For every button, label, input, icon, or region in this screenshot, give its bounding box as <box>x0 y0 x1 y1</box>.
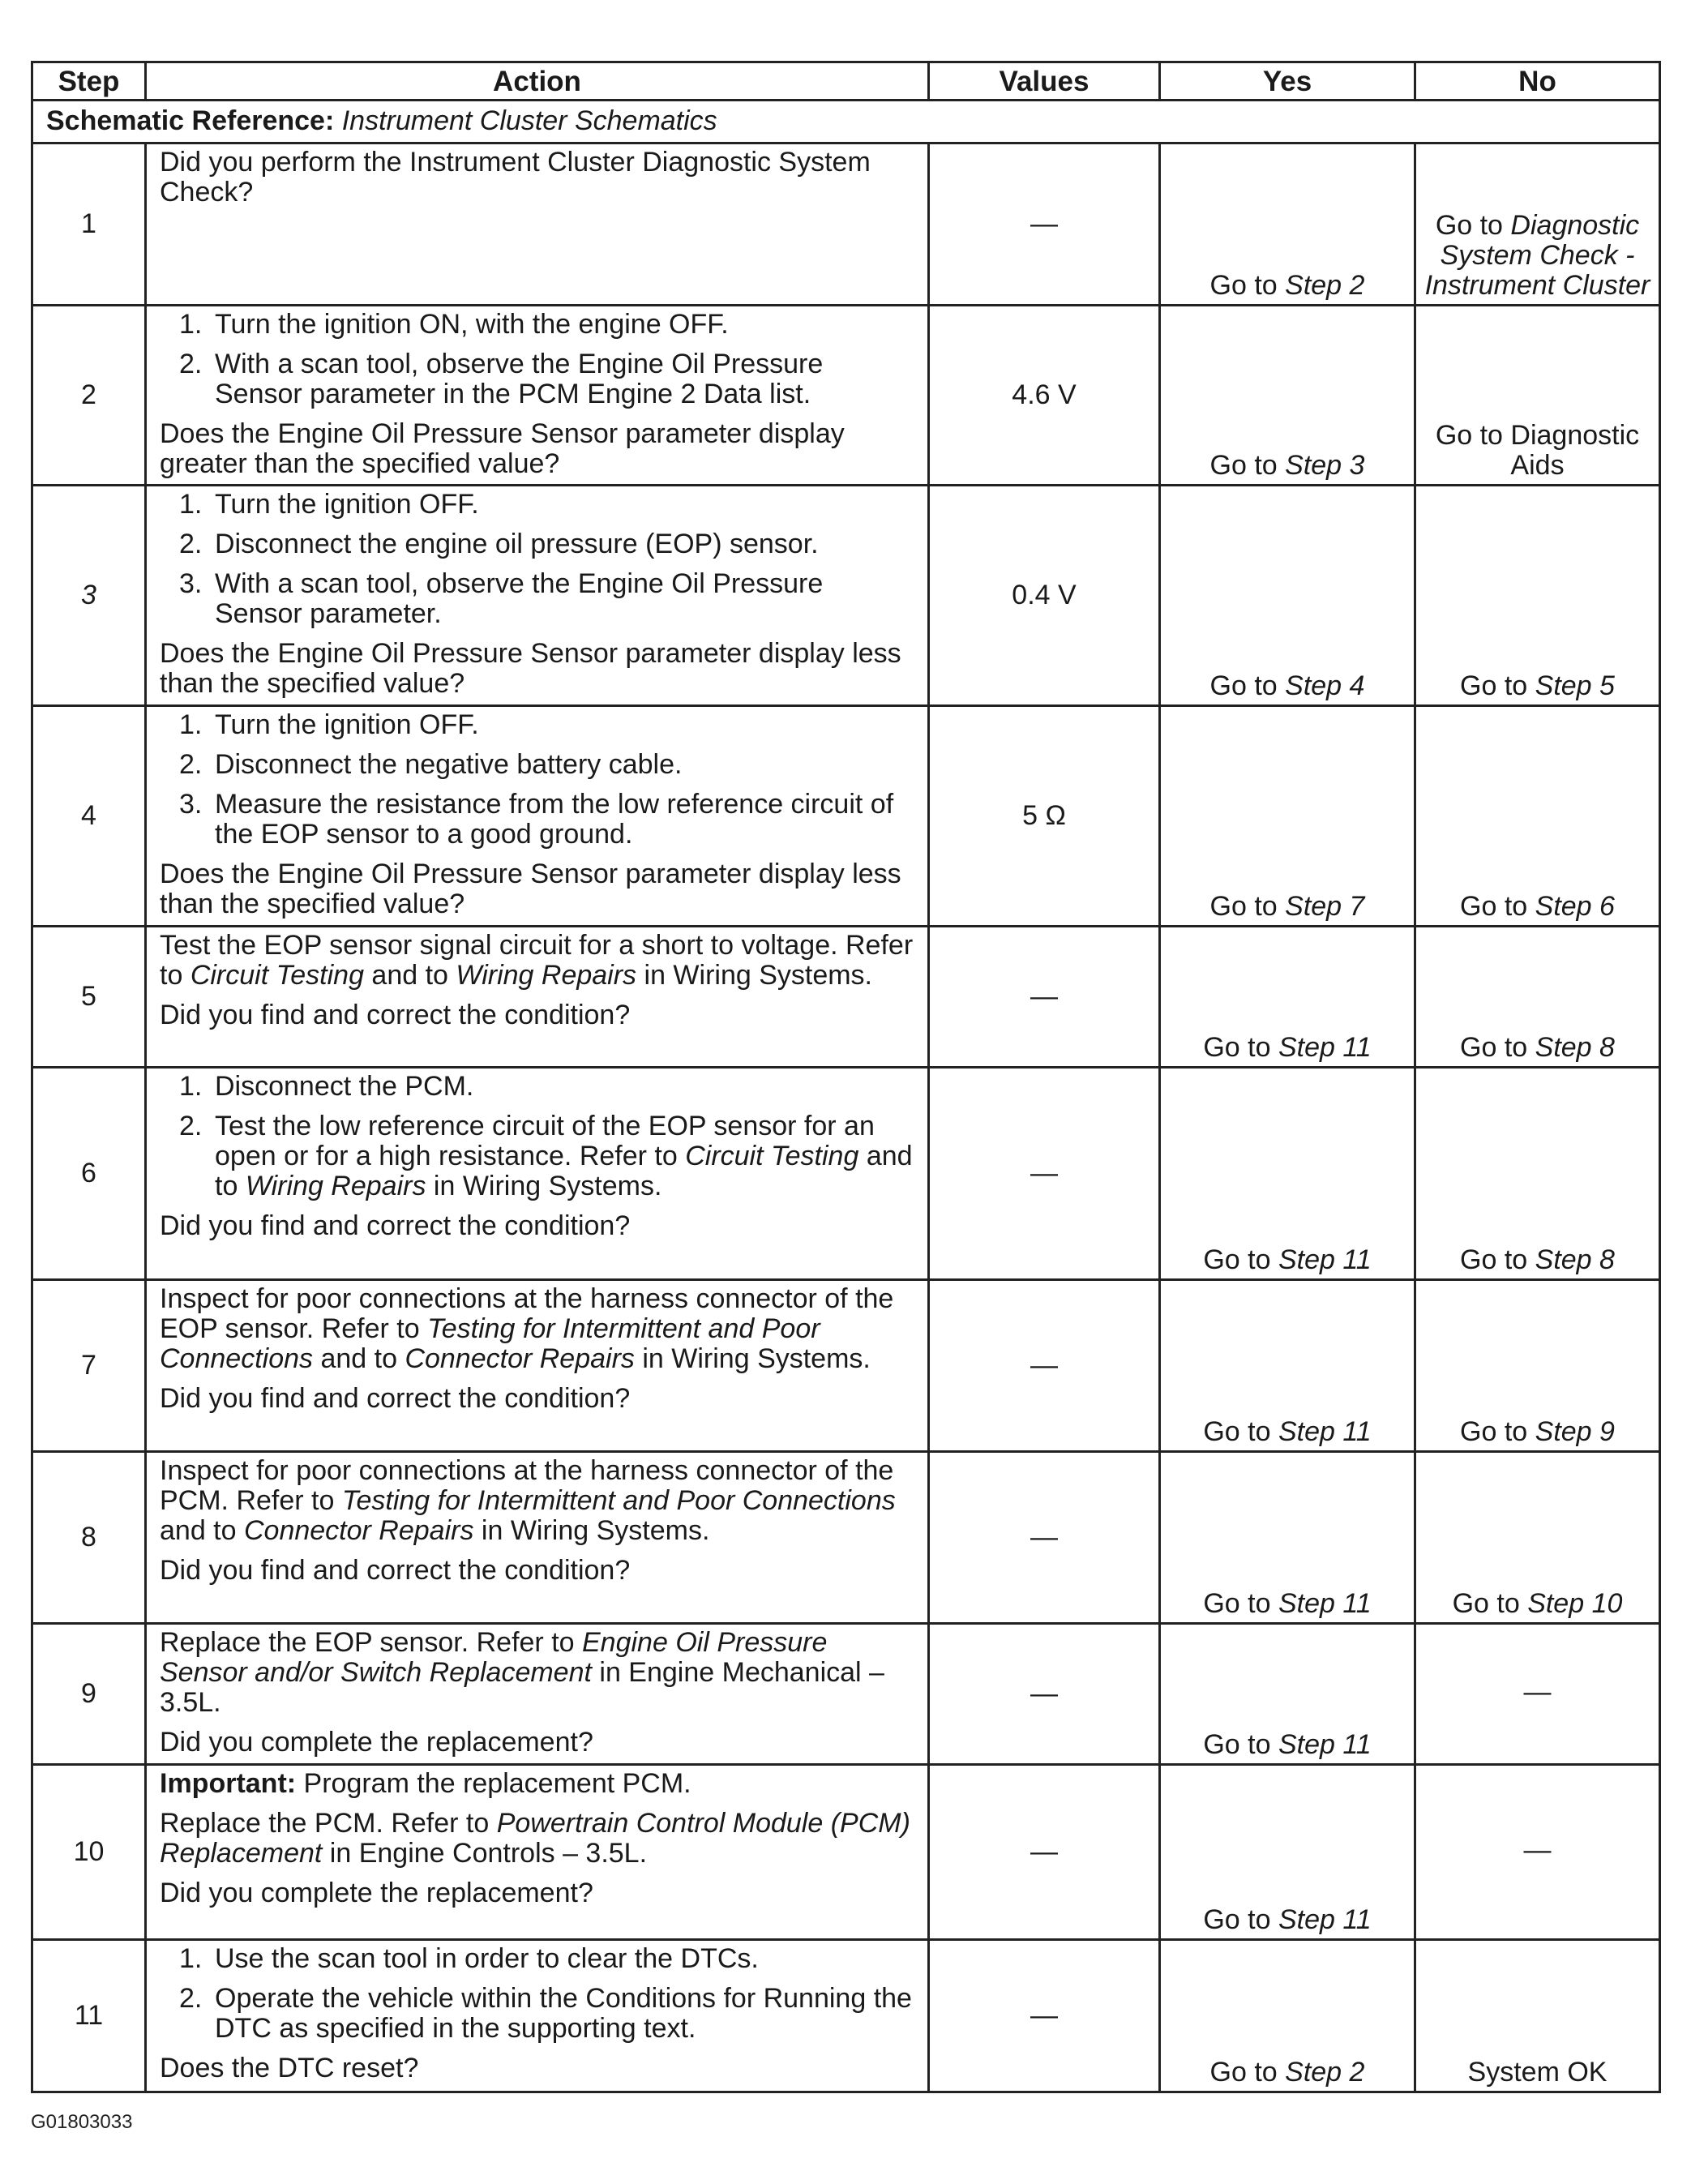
text-segment: Go to <box>1209 670 1286 701</box>
action-text <box>160 1000 916 1030</box>
table-row <box>32 1068 1660 1280</box>
text-segment: Test the EOP sensor signal circuit for a short to voltage. Refer to <box>160 930 914 991</box>
step-number: 5 <box>32 927 146 1068</box>
action-step <box>160 1944 916 1974</box>
action-text <box>160 1809 916 1869</box>
step-number: 6 <box>32 1068 146 1280</box>
reference-link[interactable]: Engine Oil Pressure Sensor and/or Switch Replacement <box>160 1627 828 1688</box>
text-segment: Does the Engine Oil Pressure Sensor parameter display greater than the specified value? <box>160 418 845 479</box>
action-cell <box>146 1624 929 1765</box>
text-segment: Inspect for poor connections at the harness connector of the EOP sensor. Refer to <box>160 1283 894 1344</box>
action-text <box>160 1728 916 1758</box>
yes-cell <box>1160 143 1415 306</box>
text-segment: Go to <box>1460 1416 1535 1447</box>
yes-cell <box>1160 1068 1415 1280</box>
action-step-number: 2. <box>179 749 203 780</box>
action-step-number: 2. <box>179 1983 203 2014</box>
action-step-number: 3. <box>179 789 203 820</box>
reference-link[interactable]: Powertrain Control Module (PCM) Replacement <box>160 1808 910 1869</box>
text-segment: in Wiring Systems. <box>636 960 873 991</box>
action-text <box>160 148 916 208</box>
action-text <box>160 419 916 479</box>
text-segment: in Engine Mechanical – 3.5L. <box>160 1657 884 1718</box>
header-action: Action <box>146 62 929 101</box>
reference-link[interactable]: Step 8 <box>1535 1032 1615 1063</box>
text-segment: Go to <box>1209 270 1286 301</box>
reference-link[interactable]: Circuit Testing <box>190 960 364 991</box>
value-cell: — <box>929 1940 1160 2092</box>
reference-link[interactable]: Step 11 <box>1278 1032 1372 1063</box>
reference-link[interactable]: Step 11 <box>1278 1904 1372 1935</box>
value-cell: 5 Ω <box>929 706 1160 927</box>
no-cell <box>1415 1068 1660 1280</box>
yes-cell <box>1160 306 1415 486</box>
text-segment: Did you find and correct the condition? <box>160 1210 631 1241</box>
text-segment: Go to <box>1209 450 1286 481</box>
text-segment: in Wiring Systems. <box>426 1171 662 1201</box>
action-step <box>160 529 916 559</box>
text-segment: Measure the resistance from the low reference circuit of the EOP sensor to a good ground. <box>215 789 894 850</box>
action-step-number: 2. <box>179 349 203 379</box>
value-cell: — <box>929 1452 1160 1624</box>
text-segment: Did you perform the Instrument Cluster Diagnostic System Check? <box>160 147 871 208</box>
reference-link[interactable]: Step 11 <box>1278 1729 1372 1760</box>
reference-link[interactable]: Connector Repairs <box>243 1515 474 1546</box>
text-segment: Go to <box>1203 1729 1278 1760</box>
table-row <box>32 1280 1660 1452</box>
action-cell <box>146 143 929 306</box>
text-segment: Disconnect the PCM. <box>215 1071 474 1102</box>
action-step-number: 3. <box>179 568 203 599</box>
no-cell <box>1415 927 1660 1068</box>
yes-cell <box>1160 706 1415 927</box>
text-segment: Turn the ignition OFF. <box>215 489 479 520</box>
reference-link[interactable]: Step 9 <box>1535 1416 1615 1447</box>
reference-link[interactable]: Step 11 <box>1278 1244 1372 1275</box>
action-step-number: 1. <box>179 309 203 340</box>
step-number: 8 <box>32 1452 146 1624</box>
step-number: 10 <box>32 1765 146 1940</box>
reference-link[interactable]: Step 11 <box>1278 1588 1372 1619</box>
table-row <box>32 486 1660 706</box>
reference-link[interactable]: Step 10 <box>1527 1588 1623 1619</box>
action-step-number: 1. <box>179 1071 203 1102</box>
value-cell: — <box>929 1765 1160 1940</box>
reference-link[interactable]: Step 8 <box>1535 1244 1615 1275</box>
text-segment: Replace the PCM. Refer to <box>160 1808 497 1839</box>
text-segment: Test the low reference circuit of the EOP sensor for an open or for a high resistance. Refer to <box>215 1111 875 1171</box>
action-cell <box>146 1940 929 2092</box>
action-text <box>160 639 916 699</box>
text-segment: Go to <box>1203 1416 1278 1447</box>
yes-cell <box>1160 1452 1415 1624</box>
action-step-number: 1. <box>179 1943 203 1974</box>
text-segment: With a scan tool, observe the Engine Oil Pressure Sensor parameter. <box>215 568 824 629</box>
schematic-reference-label: Schematic Reference: <box>46 105 335 136</box>
action-cell <box>146 1280 929 1452</box>
action-step-number: 2. <box>179 529 203 559</box>
yes-cell <box>1160 1765 1415 1940</box>
table-row <box>32 706 1660 927</box>
schematic-reference-row <box>32 101 1660 143</box>
reference-link[interactable]: Step 5 <box>1535 670 1615 701</box>
action-step <box>160 1111 916 1201</box>
action-step <box>160 349 916 409</box>
text-segment: With a scan tool, observe the Engine Oil Pressure Sensor parameter in the PCM Engine 2 Data list. <box>215 349 824 409</box>
value-cell: — <box>929 927 1160 1068</box>
figure-id: G01803033 <box>31 2111 133 2133</box>
yes-cell <box>1160 1280 1415 1452</box>
header-yes: Yes <box>1160 62 1415 101</box>
table-row <box>32 1624 1660 1765</box>
reference-link[interactable]: Circuit Testing <box>685 1141 859 1171</box>
step-number: 1 <box>32 143 146 306</box>
text-segment: Go to <box>1460 670 1535 701</box>
text-segment: in Engine Controls – 3.5L. <box>322 1838 648 1869</box>
text-segment: Inspect for poor connections at the harness connector of the PCM. Refer to <box>160 1455 894 1516</box>
text-segment: Did you find and correct the condition? <box>160 1555 631 1586</box>
text-segment: Disconnect the engine oil pressure (EOP) sensor. <box>215 529 819 559</box>
reference-link[interactable]: Wiring Repairs <box>456 960 637 991</box>
yes-cell <box>1160 486 1415 706</box>
reference-link[interactable]: Testing for Intermittent and Poor Connections <box>160 1313 820 1374</box>
action-step <box>160 1984 916 2044</box>
no-cell <box>1415 1280 1660 1452</box>
step-number: 7 <box>32 1280 146 1452</box>
header-step: Step <box>32 62 146 101</box>
step-number: 3 <box>32 486 146 706</box>
text-segment: Go to Diagnostic Aids <box>1435 420 1640 481</box>
reference-link[interactable]: Wiring Repairs <box>245 1171 426 1201</box>
action-step-number: 1. <box>179 489 203 520</box>
reference-link[interactable]: Step 3 <box>1285 450 1365 481</box>
text-segment: Go to <box>1209 891 1286 922</box>
action-cell <box>146 927 929 1068</box>
action-text <box>160 1628 916 1718</box>
text-segment: Go to <box>1203 1244 1278 1275</box>
text-segment: Turn the ignition ON, with the engine OFF. <box>215 309 729 340</box>
text-segment: Did you complete the replacement? <box>160 1727 593 1758</box>
no-cell <box>1415 1765 1660 1940</box>
text-segment: Go to <box>1435 210 1511 241</box>
action-step <box>160 1072 916 1102</box>
no-cell <box>1415 1624 1660 1765</box>
text-segment: in Wiring Systems. <box>473 1515 710 1546</box>
text-segment: Replace the EOP sensor. Refer to <box>160 1627 582 1658</box>
table-row <box>32 1452 1660 1624</box>
text-segment: Program the replacement PCM. <box>296 1768 691 1799</box>
reference-link[interactable]: Step 2 <box>1285 2057 1365 2088</box>
action-step <box>160 710 916 740</box>
header-row <box>32 62 1660 101</box>
text-segment: and to <box>363 960 456 991</box>
action-step <box>160 310 916 340</box>
text-segment: Go to <box>1209 2057 1286 2088</box>
value-cell: — <box>929 143 1160 306</box>
text-segment: Did you complete the replacement? <box>160 1878 593 1908</box>
action-text <box>160 1384 916 1414</box>
yes-cell <box>1160 927 1415 1068</box>
action-text <box>160 859 916 919</box>
step-number: 11 <box>32 1940 146 2092</box>
text-segment: Go to <box>1203 1904 1278 1935</box>
reference-link[interactable]: Connector Repairs <box>405 1343 635 1374</box>
yes-cell <box>1160 1940 1415 2092</box>
text-segment: — <box>1523 1835 1552 1865</box>
action-text <box>160 2053 916 2083</box>
action-step <box>160 790 916 850</box>
text-segment: System OK <box>1467 2057 1608 2088</box>
reference-link[interactable]: Step 4 <box>1285 670 1365 701</box>
header-values: Values <box>929 62 1160 101</box>
no-cell <box>1415 143 1660 306</box>
action-cell <box>146 306 929 486</box>
text-segment: Does the Engine Oil Pressure Sensor parameter display less than the specified value? <box>160 859 901 919</box>
text-segment: Did you find and correct the condition? <box>160 1000 631 1030</box>
yes-cell <box>1160 1624 1415 1765</box>
table-row <box>32 143 1660 306</box>
header-no: No <box>1415 62 1660 101</box>
value-cell: — <box>929 1068 1160 1280</box>
text-segment: and to <box>313 1343 405 1374</box>
text-segment: Use the scan tool in order to clear the DTCs. <box>215 1943 759 1974</box>
action-step-number: 2. <box>179 1111 203 1141</box>
value-cell: 0.4 V <box>929 486 1160 706</box>
action-step <box>160 490 916 520</box>
action-step <box>160 569 916 629</box>
action-cell <box>146 706 929 927</box>
action-text <box>160 931 916 991</box>
action-text <box>160 1556 916 1586</box>
step-number: 2 <box>32 306 146 486</box>
step-number: 4 <box>32 706 146 927</box>
reference-link[interactable]: Step 7 <box>1285 891 1365 922</box>
action-cell <box>146 1068 929 1280</box>
reference-link[interactable]: Step 6 <box>1535 891 1615 922</box>
action-step-number: 1. <box>179 709 203 740</box>
reference-link[interactable]: Step 2 <box>1285 270 1365 301</box>
text-segment: Did you find and correct the condition? <box>160 1383 631 1414</box>
no-cell <box>1415 1940 1660 2092</box>
text-segment: and to <box>215 1141 913 1201</box>
text-segment: Go to <box>1460 1244 1535 1275</box>
text-segment: Does the DTC reset? <box>160 2053 419 2083</box>
reference-link[interactable]: Testing for Intermittent and Poor Connections <box>341 1485 896 1516</box>
no-cell <box>1415 706 1660 927</box>
no-cell <box>1415 486 1660 706</box>
diagnostic-table <box>31 61 1661 2093</box>
reference-link[interactable]: Step 11 <box>1278 1416 1372 1447</box>
text-segment: Turn the ignition OFF. <box>215 709 479 740</box>
action-cell <box>146 1765 929 1940</box>
text-segment: Does the Engine Oil Pressure Sensor parameter display less than the specified value? <box>160 638 901 699</box>
action-text <box>160 1769 916 1799</box>
table-row <box>32 927 1660 1068</box>
action-text <box>160 1284 916 1374</box>
reference-link[interactable]: Diagnostic System Check - Instrument Cluster <box>1424 210 1650 301</box>
text-segment: Go to <box>1203 1032 1278 1063</box>
text-segment: and to <box>160 1515 244 1546</box>
schematic-reference-link[interactable]: Instrument Cluster Schematics <box>341 105 717 136</box>
table-row <box>32 306 1660 486</box>
text-segment: Disconnect the negative battery cable. <box>215 749 683 780</box>
text-segment: Operate the vehicle within the Conditions for Running the DTC as specified in the supporting text. <box>215 1983 912 2044</box>
action-text <box>160 1456 916 1546</box>
schematic-reference <box>32 101 1660 143</box>
emphasis-text: Important: <box>160 1768 297 1799</box>
table-row <box>32 1940 1660 2092</box>
text-segment: Go to <box>1452 1588 1528 1619</box>
no-cell <box>1415 306 1660 486</box>
text-segment: Go to <box>1203 1588 1278 1619</box>
step-number: 9 <box>32 1624 146 1765</box>
text-segment: Go to <box>1460 1032 1535 1063</box>
value-cell: — <box>929 1624 1160 1765</box>
action-text <box>160 1878 916 1908</box>
action-cell <box>146 486 929 706</box>
text-segment: Go to <box>1460 891 1535 922</box>
value-cell: — <box>929 1280 1160 1452</box>
action-text <box>160 1211 916 1241</box>
text-segment: — <box>1523 1677 1552 1707</box>
value-cell: 4.6 V <box>929 306 1160 486</box>
action-cell <box>146 1452 929 1624</box>
action-step <box>160 750 916 780</box>
table-row <box>32 1765 1660 1940</box>
text-segment: in Wiring Systems. <box>634 1343 871 1374</box>
no-cell <box>1415 1452 1660 1624</box>
